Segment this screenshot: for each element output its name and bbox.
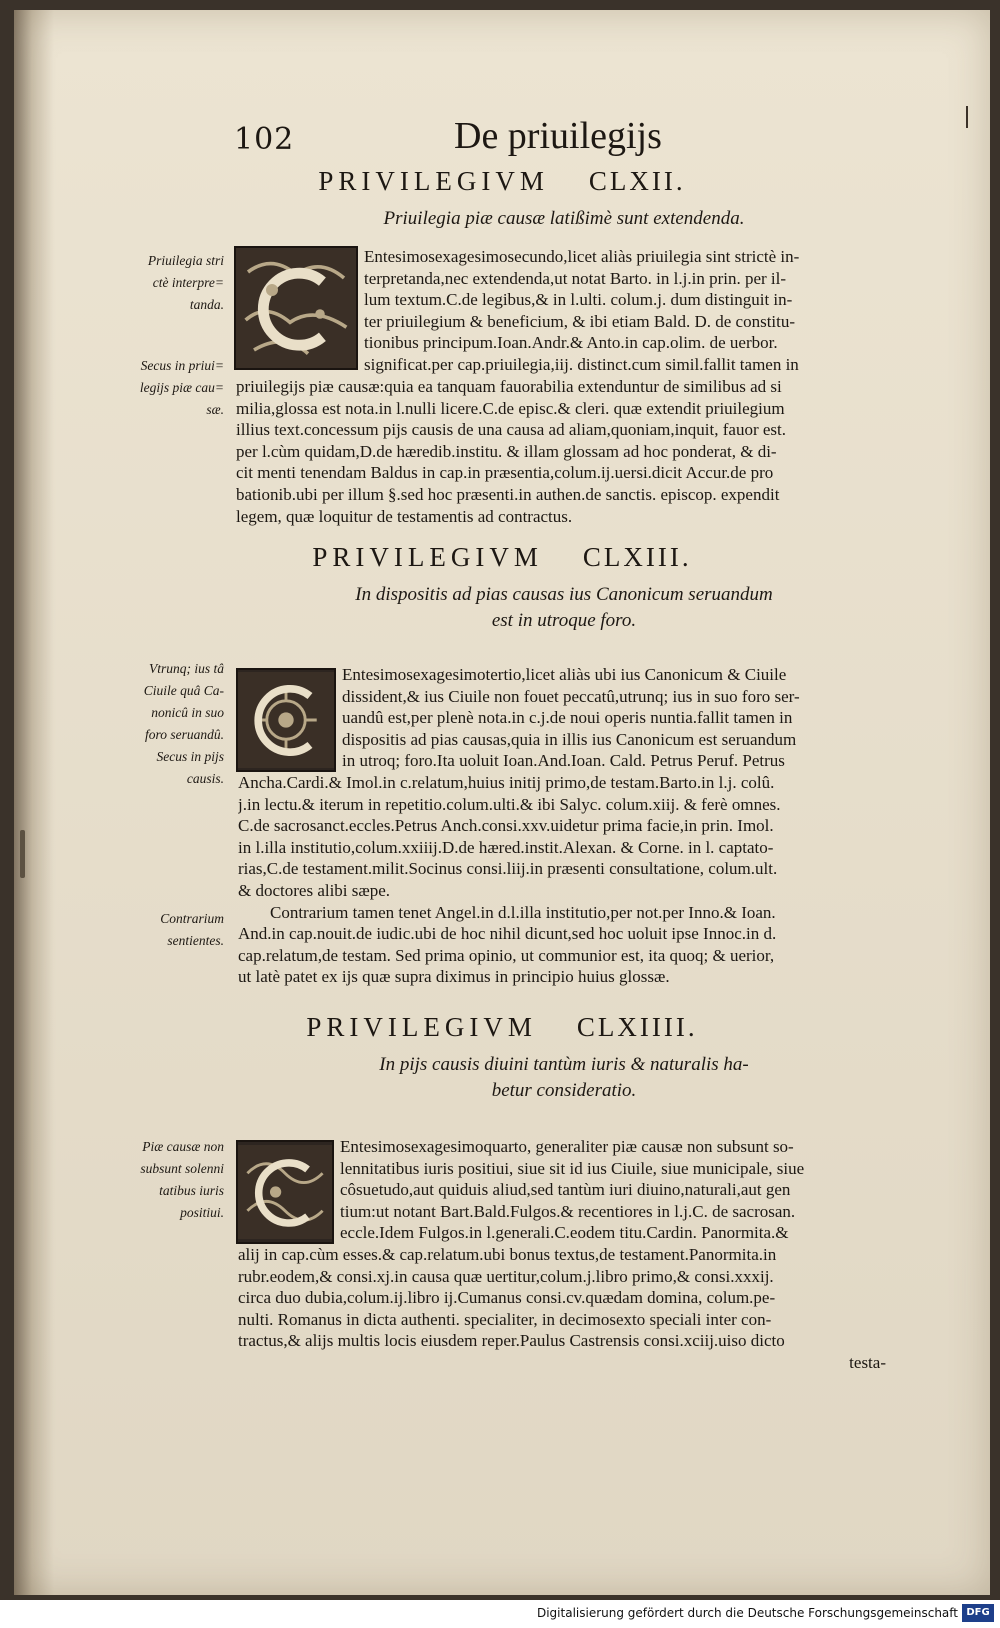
catchword: testa- xyxy=(849,1352,886,1372)
section-body-full xyxy=(238,1244,886,1374)
text-line: rias,C.de testament.milit.Socinus consi.liij.in præsenti consultatione, colum.ult. xyxy=(238,859,778,879)
text-line: lum textum.C.de legibus,& in l.ulti. colum.j. dum distinguit in- xyxy=(364,290,793,310)
margin-note xyxy=(124,1136,224,1224)
text-line: priuilegijs piæ causæ:quia ea tanquam fauorabilia extenduntur de similibus ad si xyxy=(236,377,782,396)
text-line: cap.relatum,de testam. Sed prima opinio, ut communior est, ita quoq; & uerior, xyxy=(238,945,775,965)
margin-note-line: positiui. xyxy=(180,1205,224,1220)
margin-note-line: nonicû in suo xyxy=(151,705,224,720)
heading-numeral: CLXII. xyxy=(588,166,686,196)
summary-line: betur consideratio. xyxy=(491,1080,637,1101)
text-line: C.de sacrosanct.eccles.Petrus Anch.consi.xxv.uidetur prima facie,in prin. Imol. xyxy=(238,816,774,836)
text-line: Contrarium tamen tenet Angel.in d.l.illa institutio,per not.per Inno.& Ioan. xyxy=(270,902,776,922)
heading-word: PRIVILEGIVM xyxy=(318,166,549,196)
margin-note-line: foro seruandû. xyxy=(144,727,224,742)
section-body xyxy=(340,1136,886,1244)
text-line: per l.cùm quidam,D.de hæredib.institu. & illam glossam ad hoc ponderat, & di- xyxy=(236,441,777,461)
section-body-full xyxy=(236,376,886,527)
page-number: 102 xyxy=(234,122,295,157)
dfg-logo-icon: DFG xyxy=(962,1604,994,1622)
margin-note-line: legijs piæ cau= xyxy=(139,380,224,395)
text-line: tionibus principum.Ioan.Andr.& Anto.in cap.olim. de uerbor. xyxy=(364,333,778,353)
section-body xyxy=(342,664,884,772)
margin-note-line: causis. xyxy=(186,771,224,786)
section-heading xyxy=(14,166,990,197)
text-line: Entesimosexagesimotertio,licet aliàs ubi ius Canonicum & Ciuile xyxy=(342,665,787,684)
margin-note-line: tanda. xyxy=(189,297,224,312)
section-summary xyxy=(304,1052,824,1104)
section-heading xyxy=(14,1012,990,1043)
margin-note-line: Contrarium xyxy=(160,911,224,926)
book-page xyxy=(14,10,990,1595)
section-body xyxy=(364,246,884,376)
margin-note xyxy=(124,658,224,790)
text-line: bationib.ubi per illum §.sed hoc præsenti.in authen.de sanctis. episcop. expendit xyxy=(236,484,780,504)
text-line: lennitatibus iuris positiui, siue sit id ius Ciuile, siue municipale, siue xyxy=(340,1158,805,1178)
text-line: significat.per cap.priuilegia,iij. distinct.cum simil.fallit tamen in xyxy=(364,354,799,374)
margin-note-line: Piæ causæ non xyxy=(142,1139,224,1154)
summary-line: In dispositis ad pias causas ius Canonicum seruandum xyxy=(355,584,773,605)
text-line: uandû est,per plenè nota.in c.j.de noui operis nuntia.fallit tamen in xyxy=(342,708,793,728)
edge-mark xyxy=(966,106,968,128)
text-line: milia,glossa est nota.in l.nulli licere.C.de episc.& cleri. quæ extendit priuilegium xyxy=(236,398,785,418)
margin-note xyxy=(124,355,224,421)
margin-note-line: ctè interpre= xyxy=(152,275,224,290)
section-heading xyxy=(14,542,990,573)
decorated-initial-c-icon xyxy=(234,246,358,370)
decorated-initial-c-icon xyxy=(236,1140,334,1244)
heading-numeral: CLXIIII. xyxy=(576,1012,698,1042)
text-line: ter priuilegium & beneficium, & ibi etiam Bald. D. de constitu- xyxy=(364,311,796,331)
text-line: dispositis ad pias causas,quia in illis ius Canonicum est seruandum xyxy=(342,729,797,749)
heading-word: PRIVILEGIVM xyxy=(312,542,543,572)
margin-note-line: sæ. xyxy=(206,402,224,417)
summary-line: est in utroque foro. xyxy=(491,610,637,631)
text-line: eccle.Idem Fulgos.in l.generali.C.eodem titu.Cardin. Panormita.& xyxy=(340,1223,789,1243)
margin-note-line: Ciuile quâ Ca- xyxy=(143,683,224,698)
margin-note xyxy=(124,908,224,952)
text-line: illius text.concessum pijs causis de una causa ad aliam,quoniam,inquit, fauor est. xyxy=(236,420,787,440)
text-line: côsuetudo,aut quiduis aliud,sed tantùm iuri diuino,naturali,aut gen xyxy=(340,1180,791,1200)
section-body-full xyxy=(238,772,886,988)
text-line: ut latè patet ex ijs quæ supra diximus in principio huius glossæ. xyxy=(238,967,670,987)
running-head: De priuilegijs xyxy=(454,115,662,157)
text-line: legem, quæ loquitur de testamentis ad contractus. xyxy=(236,506,573,526)
margin-note-line: sentientes. xyxy=(167,933,224,948)
heading-word: PRIVILEGIVM xyxy=(306,1012,537,1042)
margin-note-line: Vtrunq; ius tâ xyxy=(148,661,224,676)
text-line: terpretanda,nec extendenda,ut notat Barto. in l.j.in prin. per il- xyxy=(364,268,787,288)
margin-note-line: subsunt solenni xyxy=(140,1161,224,1176)
margin-note-line: Priuilegia stri xyxy=(147,253,224,268)
text-line: alij in cap.cùm esses.& cap.relatum.ubi bonus textus,de testament.Panormita.in xyxy=(238,1245,777,1264)
text-line: in utroq; foro.Ita uoluit Ioan.And.Ioan. Cald. Petrus Peruf. Petrus xyxy=(342,751,785,771)
text-line: dissident,& ius Ciuile non fouet peccatû,utrunq; ius in suo foro ser- xyxy=(342,686,800,706)
footer-credit: Digitalisierung gefördert durch die Deutsche Forschungsgemeinschaft xyxy=(536,1606,958,1620)
text-line: & doctores alibi sæpe. xyxy=(238,880,391,900)
binding-mark xyxy=(20,830,25,878)
margin-note-line: Secus in priui= xyxy=(140,358,224,373)
margin-note xyxy=(124,250,224,316)
margin-note-line: tatibus iuris xyxy=(159,1183,224,1198)
text-line: tractus,& alijs multis locis eiusdem reper.Paulus Castrensis consi.xciij.uiso dicto xyxy=(238,1331,785,1351)
section-summary xyxy=(304,206,824,232)
decorated-initial-c-icon xyxy=(236,668,336,772)
text-line: cit menti tenendam Baldus in cap.in præsentia,colum.ij.uersi.dicit Accur.de pro xyxy=(236,463,774,483)
summary-line: Priuilegia piæ causæ latißimè sunt extendenda. xyxy=(383,208,745,229)
text-line: And.in cap.nouit.de iudic.ubi de hoc nihil dicunt,sed hoc uoluit ipse Innoc.in d. xyxy=(238,924,777,944)
text-line: j.in lectu.& iterum in repetitio.colum.ulti.& ibi Salyc. colum.xiij. & ferè omnes. xyxy=(238,794,781,814)
text-line: rubr.eodem,& consi.xj.in causa quæ uertitur,colum.j.libro primo,& consi.xxxij. xyxy=(238,1266,774,1286)
margin-note-line: Secus in pijs xyxy=(156,749,224,764)
text-line: Entesimosexagesimoquarto, generaliter piæ causæ non subsunt so- xyxy=(340,1137,794,1156)
text-line: nulti. Romanus in dicta authenti. specialiter, in decimosexto speciali inter con- xyxy=(238,1309,772,1329)
text-line: Entesimosexagesimosecundo,licet aliàs priuilegia sint strictè in- xyxy=(364,247,800,266)
text-line: tium:ut notant Bart.Bald.Fulgos.& recentiores in l.j.C. de sacrosan. xyxy=(340,1201,796,1221)
summary-line: In pijs causis diuini tantùm iuris & naturalis ha- xyxy=(379,1054,749,1075)
text-line: in l.illa institutio,colum.xxiiij.D.de hæred.instit.Alexan. & Corne. in l. captato- xyxy=(238,837,774,857)
heading-numeral: CLXIII. xyxy=(582,542,692,572)
text-line: Ancha.Cardi.& Imol.in c.relatum,huius initij primo,de testam.Barto.in l.j. colû. xyxy=(238,773,775,792)
footer-bar xyxy=(0,1600,1000,1628)
text-line: circa duo dubia,colum.ij.libro ij.Cumanus consi.cv.quædam domina, colum.pe- xyxy=(238,1288,776,1308)
section-summary xyxy=(304,582,824,634)
